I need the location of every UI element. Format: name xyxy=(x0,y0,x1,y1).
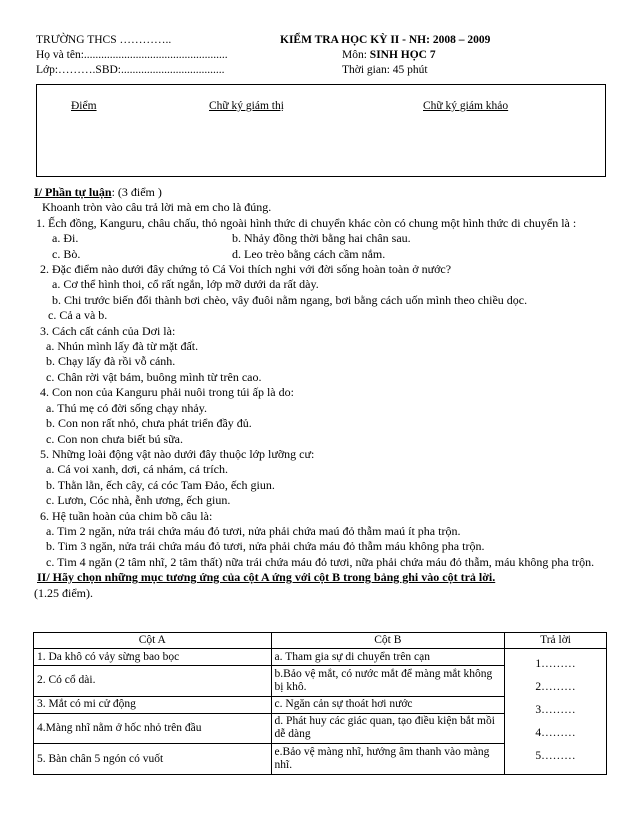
q6-option-c: c. Tim 4 ngăn (2 tâm nhĩ, 2 tâm thất) nữa trái chứa máu đỏ tươi, nữa phải chứa máu đỏ thẫm, máu không pha trộn. xyxy=(46,554,595,569)
answer-column-header: Trả lời xyxy=(505,633,607,649)
column-a-cell: 4.Màng nhĩ nằm ở hốc nhỏ trên đầu xyxy=(34,713,272,744)
answer-blank-5[interactable]: 5……… xyxy=(535,750,576,762)
matching-table xyxy=(33,632,607,775)
column-b-cell: d. Phát huy các giác quan, tạo điều kiện bắt mồi dễ dàng xyxy=(271,713,505,744)
answer-blank-1[interactable]: 1……… xyxy=(535,658,576,670)
time-line: Thời gian: 45 phút xyxy=(342,64,428,76)
answer-blank-3[interactable]: 3……… xyxy=(535,704,576,716)
part2-title: II/ Hãy chọn những mục tương ứng của cột A ứng với cột B trong bảng ghi vào cột trả lời. xyxy=(37,570,496,585)
q1-options-cd xyxy=(34,247,606,262)
q5-text: 5. Những loài động vật nào dưới đây thuộc lớp lưỡng cư: xyxy=(40,446,315,461)
q2-text: 2. Đặc điểm nào dưới đây chứng tỏ Cá Voi thích nghi với đời sống hoàn toàn ở nước? xyxy=(40,262,452,277)
column-b-cell: b.Bảo vệ mắt, có nước mắt để màng mắt không bị khô. xyxy=(271,666,505,697)
q1-option-a: a. Đi. xyxy=(52,231,79,246)
q4-option-a: a. Thú mẹ có đời sống chạy nhảy. xyxy=(46,400,207,415)
answer-blank-4[interactable]: 4……… xyxy=(535,727,576,739)
column-a-cell: 3. Mắt có mi cử động xyxy=(34,696,272,713)
part2-heading xyxy=(34,570,606,585)
q4-option-c: c. Con non chưa biết bú sữa. xyxy=(46,431,183,446)
column-b-cell: a. Tham gia sự di chuyển trên cạn xyxy=(271,649,505,666)
q6-option-b: b. Tim 3 ngăn, nửa trái chứa máu đỏ tươi, nửa phải chứa máu đỏ thẫm máu không pha trộn. xyxy=(46,539,485,554)
part1-title: I/ Phần tự luận xyxy=(34,185,112,199)
class-line: Lớp:……….SBD:.................................... xyxy=(36,64,225,76)
q3-text: 3. Cách cất cánh của Dơi là: xyxy=(40,323,176,338)
q6-text: 6. Hệ tuần hoàn của chim bồ câu là: xyxy=(40,508,213,523)
part1-instruction: Khoanh tròn vào câu trả lời mà em cho là đúng. xyxy=(42,200,272,215)
q2-option-b: b. Chi trước biến đổi thành bơi chèo, vây đuôi nằm ngang, bơi bằng cách uốn mình theo chiều dọc. xyxy=(52,292,528,307)
table-header-row xyxy=(34,633,607,649)
column-b-cell: c. Ngăn cản sự thoát hơi nước xyxy=(271,696,505,713)
q5-option-c: c. Lươn, Cóc nhà, ễnh ương, ếch giun. xyxy=(46,493,231,508)
signature-box xyxy=(36,84,606,177)
q4-option-b: b. Con non rất nhỏ, chưa phát triển đầy đủ. xyxy=(46,416,252,431)
q6-option-a: a. Tim 2 ngăn, nửa trái chứa máu đỏ tươi, nửa phải chứa maú đỏ thẫm maú ít pha trộn. xyxy=(46,523,461,538)
q3-option-a: a. Nhún mình lấy đà từ mặt đất. xyxy=(46,339,199,354)
column-a-cell: 1. Da khô có vảy sừng bao bọc xyxy=(34,649,272,666)
student-name-line: Họ và tên:.................................................. xyxy=(36,49,228,61)
exam-title: KIỂM TRA HỌC KỲ II - NH: 2008 – 2009 xyxy=(280,34,491,46)
score-label: Điểm xyxy=(71,100,97,112)
q1-option-d: d. Leo trèo bằng cách cầm nắm. xyxy=(232,246,386,261)
column-a-header: Cột A xyxy=(34,633,272,649)
answer-blank-2[interactable]: 2……… xyxy=(535,681,576,693)
q1-option-b: b. Nhảy đồng thời bằng hai chân sau. xyxy=(232,231,411,246)
answer-cell xyxy=(505,649,607,775)
q2-option-c: c. Cả a và b. xyxy=(48,308,108,323)
subject-value: SINH HỌC 7 xyxy=(369,49,436,61)
table-row xyxy=(34,649,607,666)
q3-option-c: c. Chân rời vật bám, buông mình từ trên cao. xyxy=(46,369,262,384)
q5-option-b: b. Thằn lằn, ếch cây, cá cóc Tam Đảo, ếch giun. xyxy=(46,477,275,492)
exam-body xyxy=(34,185,606,601)
q4-text: 4. Con non của Kanguru phải nuôi trong túi ấp là do: xyxy=(40,385,294,400)
column-b-header: Cột B xyxy=(271,633,505,649)
part1-heading xyxy=(34,185,606,200)
subject-line xyxy=(342,48,436,62)
proctor-signature-label: Chữ ký giám thị xyxy=(209,100,284,112)
part1-points: : (3 điểm ) xyxy=(111,185,162,199)
q3-option-b: b. Chạy lấy đà rồi vỗ cánh. xyxy=(46,354,176,369)
q1-option-c: c. Bò. xyxy=(52,246,81,261)
q2-option-a: a. Cơ thể hình thoi, cổ rất ngắn, lớp mỡ dưới da rất dày. xyxy=(52,277,319,292)
examiner-signature-label: Chữ ký giám khảo xyxy=(423,100,509,112)
column-a-cell: 2. Có cổ dài. xyxy=(34,666,272,697)
q5-option-a: a. Cá voi xanh, dơi, cá nhám, cá trích. xyxy=(46,462,228,477)
column-a-cell: 5. Bàn chân 5 ngón có vuốt xyxy=(34,744,272,775)
q1-text: 1. Ếch đồng, Kanguru, châu chấu, thỏ ngoài hình thức di chuyển khác còn có chung một hình thức di chuyển là : xyxy=(36,215,577,230)
q1-options-ab xyxy=(34,231,606,246)
column-b-cell: e.Bảo vệ màng nhĩ, hướng âm thanh vào màng nhĩ. xyxy=(271,744,505,775)
school-name: TRƯỜNG THCS ………….. xyxy=(36,34,172,46)
subject-label: Môn: xyxy=(342,49,370,61)
part2-points: (1.25 điểm). xyxy=(34,585,93,600)
